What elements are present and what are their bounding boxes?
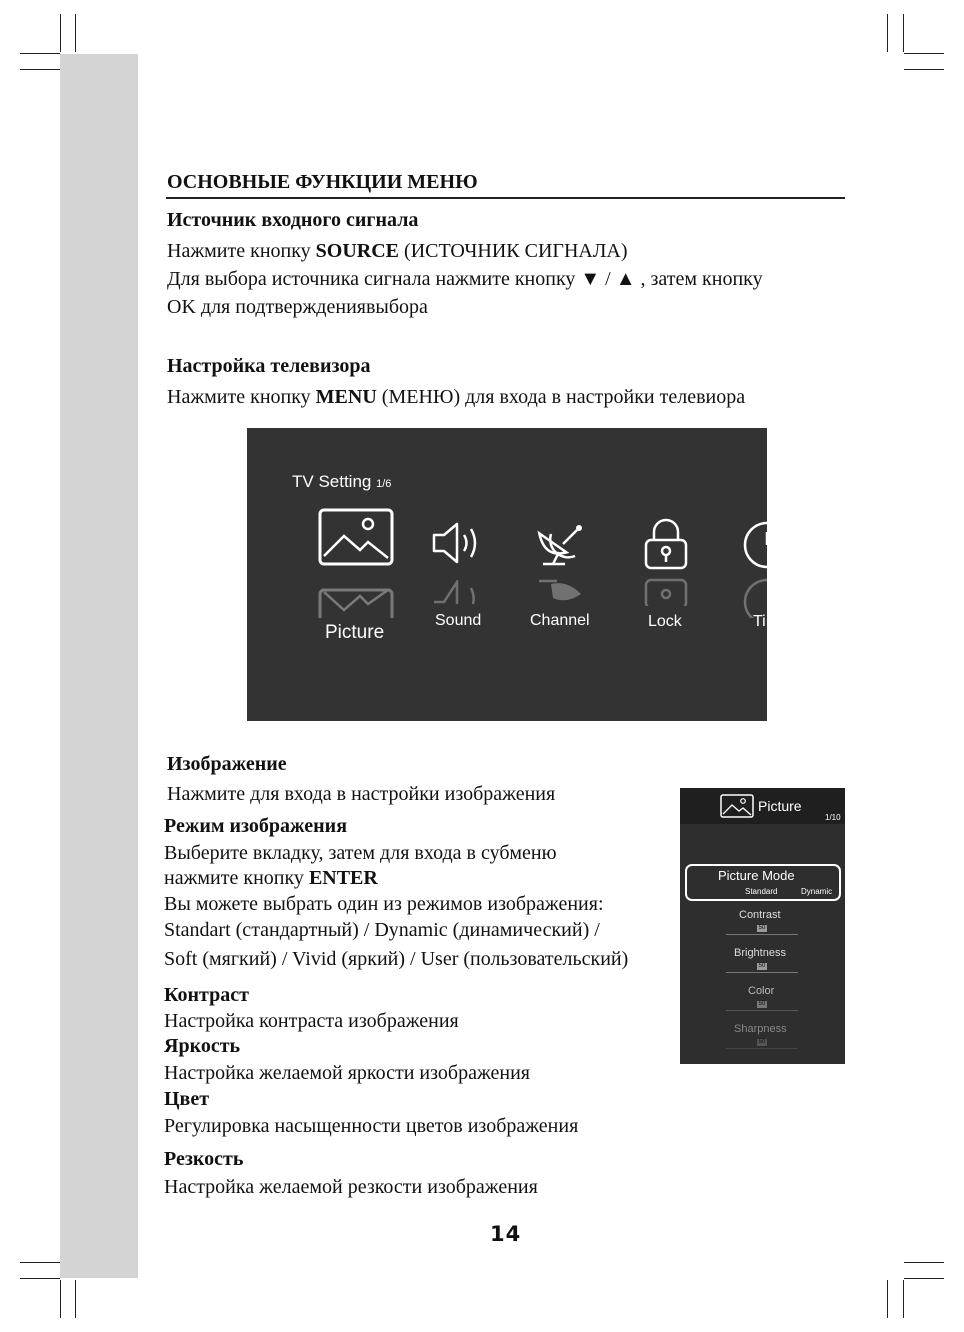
- mode-heading: Режим изображения: [164, 815, 348, 837]
- crop-mark: [904, 1278, 944, 1279]
- color-value: 50: [758, 1001, 766, 1007]
- lock-icon[interactable]: [643, 518, 689, 572]
- brightness-heading: Яркость: [164, 1035, 241, 1057]
- crop-mark: [887, 14, 888, 52]
- crop-mark: [903, 1280, 904, 1318]
- speaker-icon[interactable]: [431, 521, 487, 565]
- crop-mark: [904, 1262, 944, 1263]
- mode-line-2-pre: нажмите кнопку: [164, 867, 309, 889]
- crop-mark: [904, 69, 944, 70]
- sharpness-value: 50: [758, 1039, 766, 1045]
- crop-mark: [60, 1280, 61, 1318]
- menu-key: MENU: [315, 386, 377, 408]
- picture-icon: [720, 794, 754, 818]
- source-line-1: [167, 239, 628, 263]
- crop-mark: [20, 1278, 60, 1279]
- picture-mode-left-option: Standard: [745, 887, 778, 896]
- crop-mark: [903, 14, 904, 52]
- satellite-dish-icon-reflection: [537, 578, 587, 602]
- tv-menu-title-text: TV Setting: [292, 472, 372, 491]
- page-number: 14: [490, 1222, 522, 1246]
- crop-mark: [20, 1262, 60, 1263]
- picture-menu-title: Picture: [758, 798, 802, 814]
- source-line-3: OK для подтверждениявыбора: [167, 296, 428, 318]
- mode-line-1: Выберите вкладку, затем для входа в субменю: [164, 842, 557, 864]
- sharpness-slider[interactable]: [726, 1048, 798, 1049]
- tv-menu-page: 1/6: [376, 478, 392, 490]
- crop-mark: [20, 69, 60, 70]
- source-line-1-post: (ИСТОЧНИК СИГНАЛА): [399, 240, 628, 262]
- picture-menu: [680, 788, 845, 1064]
- margin-bar: [60, 54, 138, 1278]
- satellite-dish-icon[interactable]: [537, 520, 587, 568]
- tv-setup-heading: Настройка телевизора: [167, 355, 371, 377]
- tv-setup-pre: Нажмите кнопку: [167, 386, 316, 408]
- tv-menu-item-lock[interactable]: Lock: [648, 613, 682, 630]
- brightness-slider[interactable]: [726, 972, 798, 973]
- source-heading: Источник входного сигнала: [167, 209, 419, 231]
- lock-icon-reflection: [643, 576, 689, 606]
- enter-key: ENTER: [308, 867, 378, 889]
- section-title: ОСНОВНЫЕ ФУНКЦИИ МЕНЮ: [167, 171, 478, 193]
- contrast-heading: Контраст: [164, 984, 249, 1006]
- picture-mode-label: Picture Mode: [718, 868, 795, 883]
- source-key: SOURCE: [315, 240, 400, 262]
- picture-heading: Изображение: [167, 753, 287, 775]
- color-heading: Цвет: [164, 1088, 210, 1110]
- contrast-item[interactable]: Contrast: [739, 909, 781, 921]
- tv-menu-item-picture[interactable]: Picture: [325, 622, 385, 643]
- crop-mark: [60, 14, 61, 52]
- crop-mark: [887, 1280, 888, 1318]
- crop-mark: [904, 53, 944, 54]
- contrast-text: Настройка контраста изображения: [164, 1010, 459, 1032]
- picture-icon-reflection: [318, 588, 394, 618]
- speaker-icon-reflection: [431, 580, 487, 604]
- picture-intro: Нажмите для входа в настройки изображения: [167, 783, 556, 805]
- tv-setting-menu: [247, 428, 767, 721]
- brightness-text: Настройка желаемой яркости изображения: [164, 1062, 530, 1084]
- color-item[interactable]: Color: [748, 985, 775, 997]
- sharpness-heading: Резкость: [164, 1148, 244, 1170]
- contrast-value: 50: [758, 925, 766, 931]
- tv-menu-item-sound[interactable]: Sound: [435, 612, 482, 629]
- sharpness-text: Настройка желаемой резкости изображения: [164, 1176, 538, 1198]
- tv-setup-post: (МЕНЮ) для входа в настройки телевиора: [376, 386, 746, 408]
- mode-line-4: Standart (стандартный) / Dynamic (динамический) /: [164, 919, 600, 941]
- title-rule: [166, 197, 845, 199]
- mode-line-3: Вы можете выбрать один из режимов изображения:: [164, 893, 604, 915]
- crop-mark: [75, 14, 76, 52]
- sharpness-item[interactable]: Sharpness: [734, 1023, 787, 1035]
- picture-mode-selector[interactable]: [685, 864, 841, 901]
- brightness-item[interactable]: Brightness: [734, 947, 786, 959]
- mode-line-2: [164, 866, 378, 890]
- mode-line-5: Soft (мягкий) / Vivid (яркий) / User (пользовательский): [164, 948, 629, 970]
- brightness-value: 50: [758, 963, 766, 969]
- tv-menu-item-time[interactable]: Ti: [753, 613, 766, 630]
- contrast-slider[interactable]: [726, 934, 798, 935]
- color-slider[interactable]: [726, 1010, 798, 1011]
- clock-icon[interactable]: [742, 520, 767, 570]
- tv-menu-item-channel[interactable]: Channel: [530, 612, 590, 629]
- tv-setup-line: [167, 385, 745, 409]
- crop-mark: [75, 1280, 76, 1318]
- source-line-2: Для выбора источника сигнала нажмите кнопку ▼ / ▲ , затем кнопку: [167, 268, 763, 290]
- color-text: Регулировка насыщенности цветов изображения: [164, 1115, 579, 1137]
- source-line-1-pre: Нажмите кнопку: [167, 240, 316, 262]
- tv-menu-title: [292, 472, 391, 492]
- crop-mark: [20, 53, 60, 54]
- picture-icon[interactable]: [318, 508, 394, 566]
- picture-mode-right-option: Dynamic: [801, 887, 833, 896]
- clock-icon-reflection: [742, 578, 767, 618]
- picture-menu-page: 1/10: [825, 813, 841, 822]
